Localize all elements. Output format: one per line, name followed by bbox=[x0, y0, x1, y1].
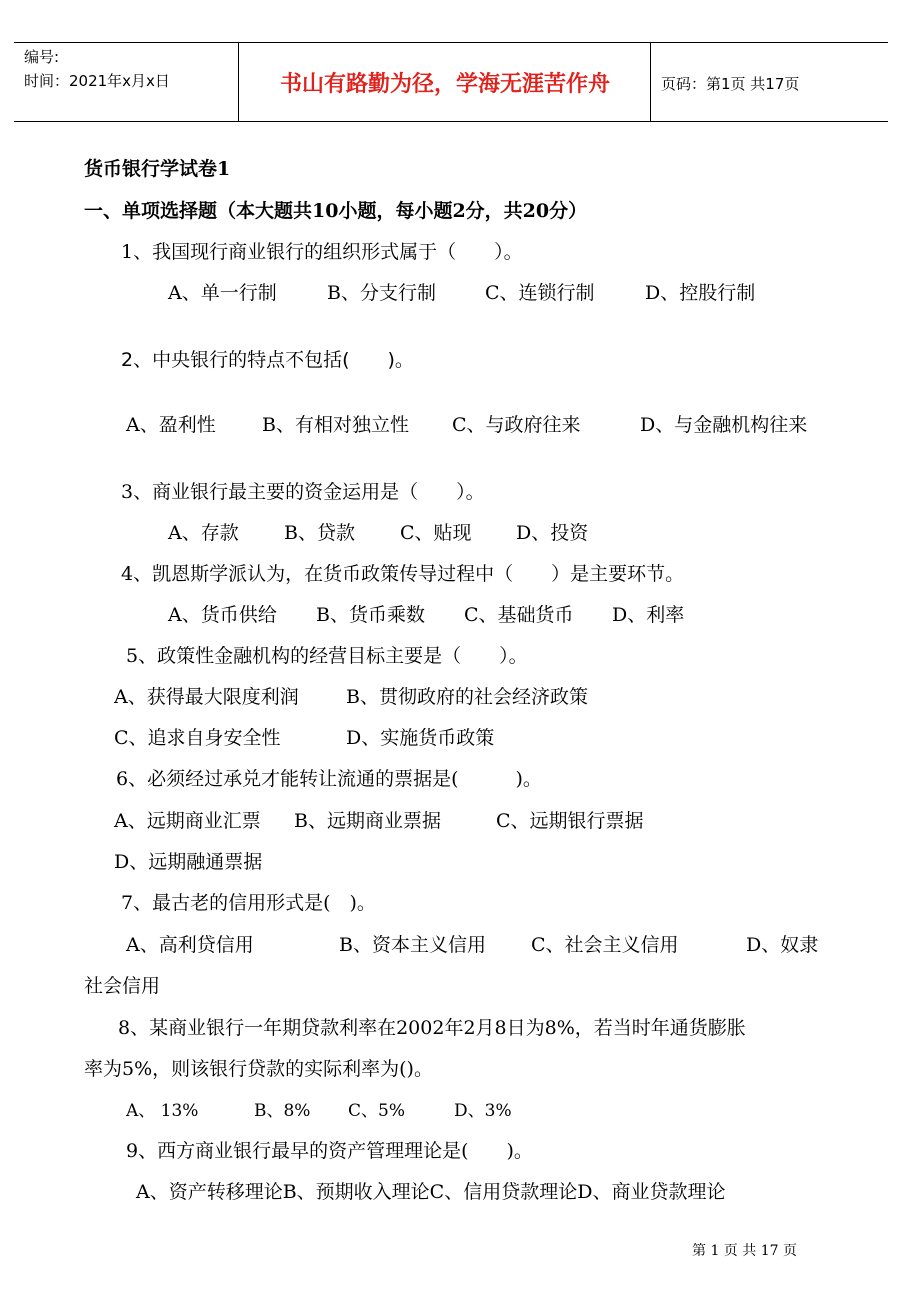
question-9-options: A、资产转移理论B、预期收入理论C、信用贷款理论D、商业贷款理论 bbox=[136, 1181, 726, 1203]
question-3-option-c: C、贴现 bbox=[400, 522, 472, 544]
question-1-option-d: D、控股行制 bbox=[645, 282, 756, 304]
header-bottom-rule bbox=[14, 121, 888, 122]
question-7-stem: 7、最古老的信用形式是( )。 bbox=[121, 892, 376, 914]
question-6-option-d: D、远期融通票据 bbox=[114, 851, 263, 873]
question-2-stem: 2、中央银行的特点不包括( )。 bbox=[121, 349, 414, 371]
question-9-stem: 9、西方商业银行最早的资产管理理论是( )。 bbox=[126, 1140, 533, 1162]
question-2-option-d: D、与金融机构往来 bbox=[640, 414, 808, 436]
question-7-option-d-continued: 社会信用 bbox=[84, 975, 161, 997]
header-divider-right bbox=[650, 43, 651, 121]
question-3-stem: 3、商业银行最主要的资金运用是（ ）。 bbox=[121, 481, 485, 503]
question-5-option-c: C、追求自身安全性 bbox=[114, 727, 281, 749]
question-3-option-a: A、存款 bbox=[168, 522, 239, 544]
question-5-option-b: B、贯彻政府的社会经济政策 bbox=[346, 686, 588, 708]
header-motto: 书山有路勤为径，学海无涯苦作舟 bbox=[279, 72, 610, 97]
question-4-option-d: D、利率 bbox=[612, 604, 685, 626]
question-5-stem: 5、政策性金融机构的经营目标主要是（ ）。 bbox=[126, 645, 528, 667]
question-2-option-a: A、盈利性 bbox=[126, 414, 216, 436]
question-4-option-a: A、货币供给 bbox=[168, 604, 277, 626]
question-8-option-a: A、 13% bbox=[126, 1101, 199, 1121]
page-footer: 第 1 页 共 17 页 bbox=[692, 1243, 797, 1259]
header-top-rule bbox=[14, 42, 888, 43]
question-7-option-b: B、资本主义信用 bbox=[339, 934, 486, 956]
question-7-option-a: A、高利贷信用 bbox=[126, 934, 254, 956]
question-6-option-b: B、远期商业票据 bbox=[294, 810, 441, 832]
question-6-option-c: C、远期银行票据 bbox=[496, 810, 644, 832]
question-5-option-d: D、实施货币政策 bbox=[346, 727, 495, 749]
question-6-stem: 6、必须经过承兑才能转让流通的票据是( )。 bbox=[116, 768, 542, 790]
question-8-stem-line-2: 率为5%，则该银行贷款的实际利率为()。 bbox=[84, 1058, 433, 1080]
document-code-label: 编号: bbox=[24, 48, 60, 66]
document-date: 时间：2021年x月x日 bbox=[24, 72, 170, 90]
question-8-option-c: C、5% bbox=[348, 1101, 405, 1121]
question-7-option-c: C、社会主义信用 bbox=[531, 934, 679, 956]
question-4-option-c: C、基础货币 bbox=[464, 604, 574, 626]
question-3-option-b: B、贷款 bbox=[284, 522, 355, 544]
question-1-option-c: C、连锁行制 bbox=[485, 282, 595, 304]
question-8-option-d: D、3% bbox=[454, 1101, 512, 1121]
question-1-option-a: A、单一行制 bbox=[168, 282, 277, 304]
section-heading: 一、单项选择题（本大题共10小题，每小题2分，共20分） bbox=[84, 200, 588, 222]
question-8-option-b: B、8% bbox=[254, 1101, 311, 1121]
question-1-stem: 1、我国现行商业银行的组织形式属于（ ）。 bbox=[121, 241, 523, 263]
exam-title: 货币银行学试卷1 bbox=[84, 158, 231, 180]
question-3-option-d: D、投资 bbox=[516, 522, 589, 544]
question-7-option-d: D、奴隶 bbox=[746, 934, 819, 956]
question-4-option-b: B、货币乘数 bbox=[316, 604, 425, 626]
header-divider-left bbox=[238, 43, 239, 121]
question-2-option-b: B、有相对独立性 bbox=[262, 414, 409, 436]
question-1-option-b: B、分支行制 bbox=[327, 282, 436, 304]
question-5-option-a: A、获得最大限度利润 bbox=[114, 686, 299, 708]
question-6-option-a: A、远期商业汇票 bbox=[114, 810, 261, 832]
question-8-stem-line-1: 8、某商业银行一年期贷款利率在2002年2月8日为8%，若当时年通货膨胀 bbox=[118, 1017, 746, 1039]
question-4-stem: 4、凯恩斯学派认为，在货币政策传导过程中（ ）是主要环节。 bbox=[121, 563, 685, 585]
header-page-info: 页码：第1页 共17页 bbox=[661, 75, 800, 93]
question-2-option-c: C、与政府往来 bbox=[452, 414, 581, 436]
